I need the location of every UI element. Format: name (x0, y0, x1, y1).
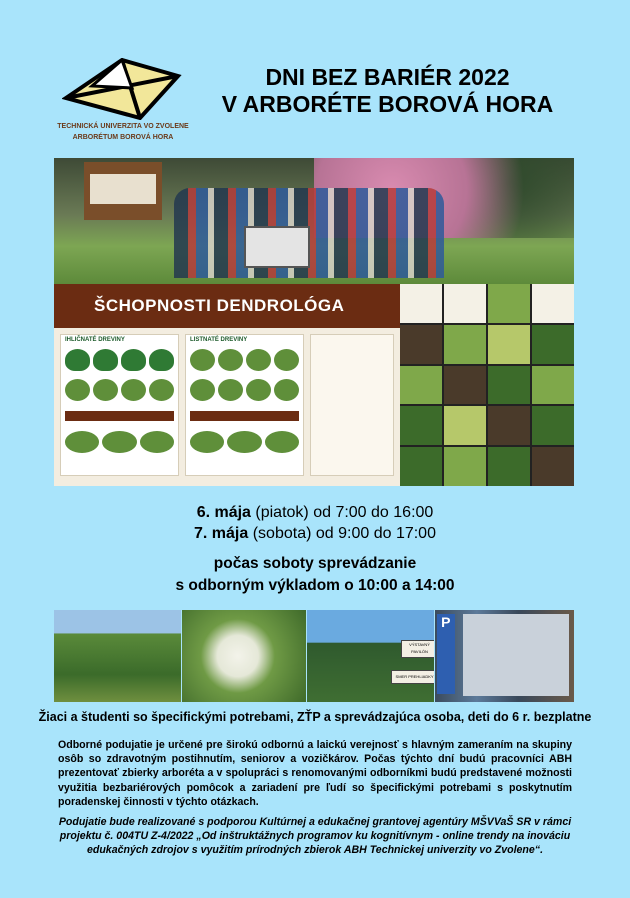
day-2-date: 7. mája (194, 525, 249, 542)
logo-line-2: ARBORÉTUM BOROVÁ HORA (72, 134, 174, 141)
free-entry-note: Žiaci a študenti so špecifickými potrebami, ZŤP a sprevádzajúca osoba, deti do 6 r. bezplatne (38, 710, 592, 724)
guided-line-2: s odborným výkladom o 10:00 a 14:00 (175, 577, 455, 594)
poster-side-panel (310, 334, 394, 476)
broadleaf-heading: LISTNATÉ DREVINY (190, 337, 248, 343)
tree-identification-grid (400, 284, 574, 486)
signpost-photo (307, 610, 434, 702)
conifer-photo (54, 610, 181, 702)
conifers-panel (60, 334, 179, 476)
held-poster (244, 226, 310, 268)
title-line-1: DNI BEZ BARIÉR 2022 (265, 64, 510, 90)
photo-strip (54, 610, 574, 702)
day-1-date: 6. mája (196, 504, 251, 521)
logo-line-1: TECHNICKÁ UNIVERZITA VO ZVOLENE (57, 123, 189, 130)
sign-tour-direction: SMER PREHLIADKY (391, 670, 434, 684)
event-schedule (0, 502, 630, 544)
schedule-day-1 (0, 502, 630, 523)
event-description: Odborné podujatie je určené pre širokú odbornú a laickú verejnosť s hlavným zameraním na skupiny osôb so zdravotným postihnutím, seniorov a vozičkárov. Počas týchto dní budú pracovníci ABH prezentovať zbierky arboréta a v spolupráci s renomovanými odborníkmi budú predstavené možnosti využitia bezbariérových pomôcok a zariadení pre ľudí so špecifickými potrebami s poskytnutím poradenskej činnosti v týchto otázkach. (58, 739, 572, 808)
page-title (215, 64, 560, 118)
parking-sign-icon: P (437, 614, 455, 694)
conifers-heading: IHLIČNATÉ DREVINY (65, 337, 125, 343)
info-board (84, 162, 162, 220)
exhibition-panels (463, 614, 569, 696)
university-logo (48, 58, 198, 142)
guided-line-1: počas soboty sprevádzanie (213, 555, 417, 572)
dendrology-poster (54, 284, 400, 486)
guided-tour-info (0, 553, 630, 597)
group-photo (54, 158, 574, 284)
blossom-photo (182, 610, 305, 702)
schedule-day-2 (0, 523, 630, 544)
broadleaf-panel (185, 334, 304, 476)
poster-heading: ŠCHOPNOSTI DENDROLÓGA (54, 284, 400, 328)
day-1-time: (piatok) od 7:00 do 16:00 (250, 504, 434, 521)
sign-pavilion: VÝSTAVNÝ PAVILÓN (401, 640, 434, 658)
day-2-time: (sobota) od 9:00 do 17:00 (248, 525, 436, 542)
support-note: Podujatie bude realizované s podporou Kultúrnej a edukačnej grantovej agentúry MŠVVaŠ SR v rámci projektu č. 004TU Z-4/2022 „Od inštruktážnych programov ku kognitívnym - online trendy na inováciu edukačných zdrojov s využitím prírodných zbierok ABH Technickej univerzity vo Zvolene“. (58, 816, 572, 857)
title-line-2: V ARBORÉTE BOROVÁ HORA (221, 91, 554, 117)
exhibition-photo (435, 610, 574, 702)
arboretum-logo-icon (62, 58, 182, 120)
